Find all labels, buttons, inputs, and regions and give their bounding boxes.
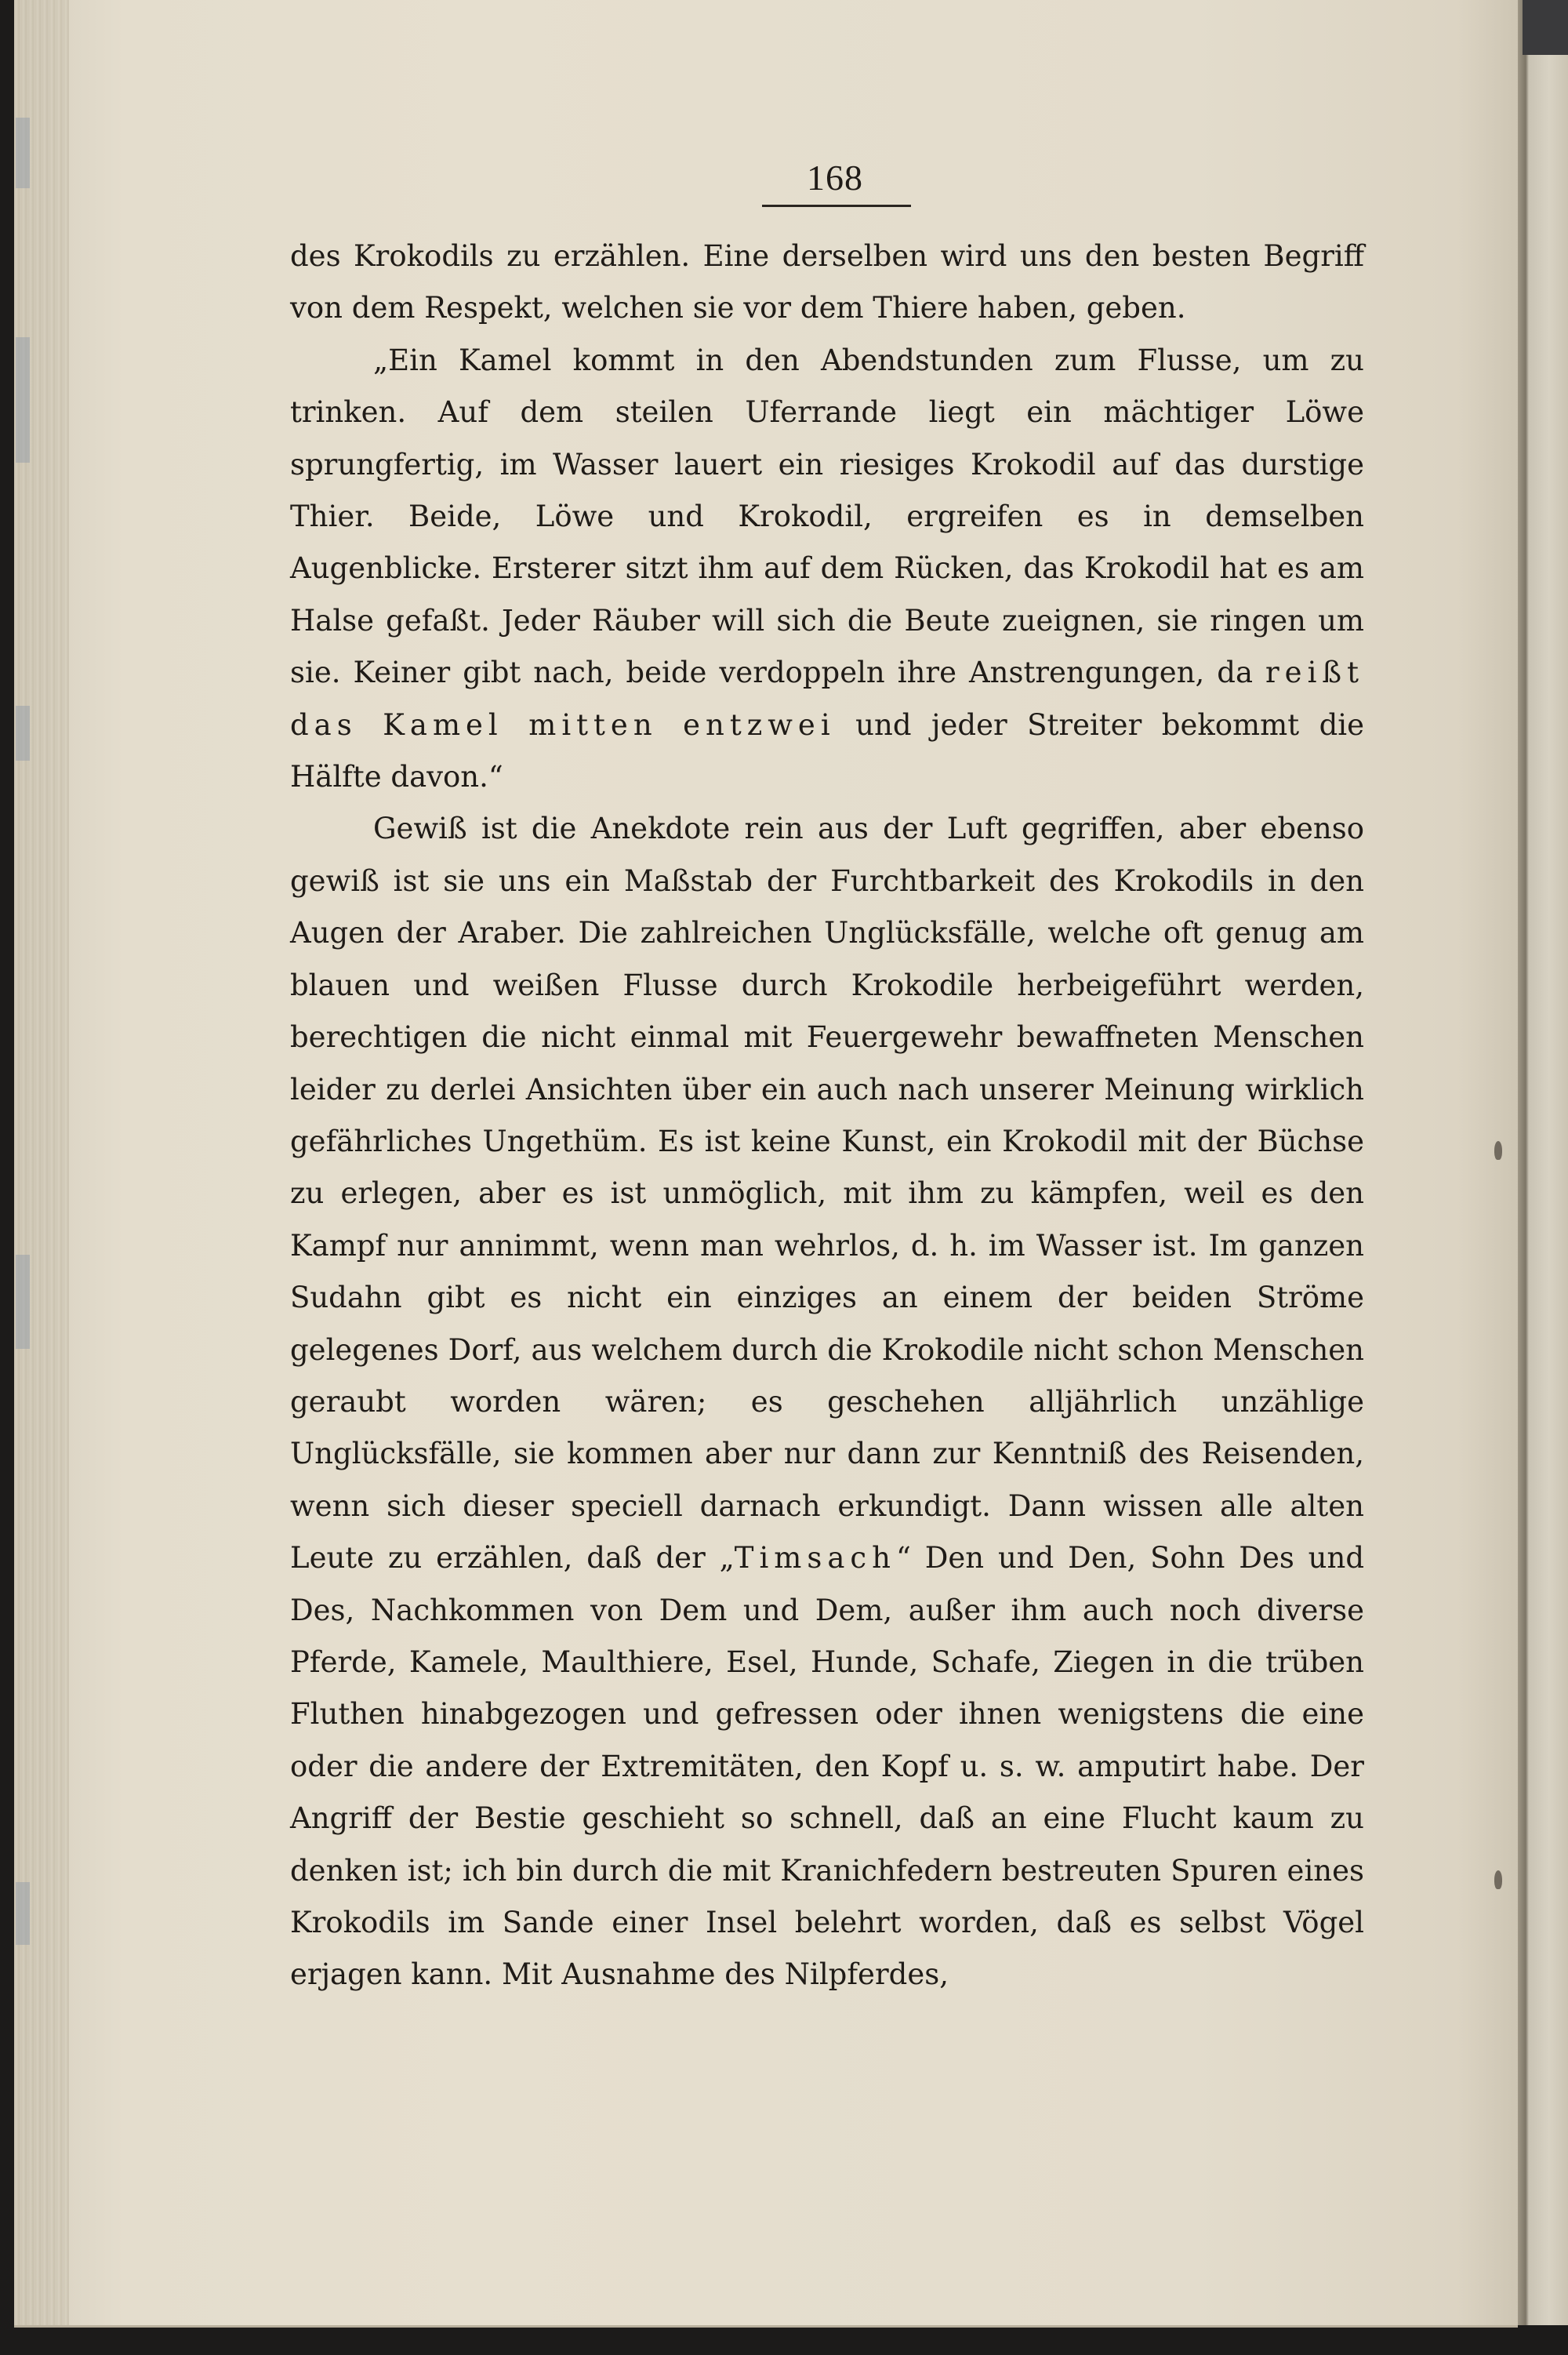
page-number-rule (762, 205, 911, 207)
text-block (290, 157, 1364, 2001)
margin-mark (1494, 1870, 1502, 1889)
gutter-stain (16, 118, 30, 188)
paragraph (290, 803, 1364, 2001)
paragraph-text: “ Den und Den, Sohn Des und Des, Nachkommen von Dem und Dem, außer ihm auch noch diverse Pferde, Kamele, Maulthiere, Esel, Hunde, Schafe, Ziegen in die trüben Fluthen hinabgezogen und gefressen oder ihnen wenigstens die eine oder die andere der Extremitäten, den Kopf u. s. w. amputirt habe. Der Angriff der Bestie geschieht so schnell, daß an eine Flucht kaum zu denken ist; ich bin durch die mit Kranichfedern bestreuten Spuren eines Krokodils im Sande einer Insel belehrt worden, daß es selbst Vögel erjagen kann. Mit Ausnahme des Nilpferdes, (290, 1541, 1365, 1992)
gutter-stain (16, 337, 30, 463)
margin-mark (1494, 1141, 1502, 1160)
paragraph-text: des Krokodils zu erzählen. Eine derselben wird uns den besten Begriff von dem Respekt, welchen sie vor dem Thiere haben, geben. (290, 239, 1364, 325)
gutter-stain (16, 1255, 30, 1349)
paragraph (290, 335, 1364, 804)
body-text (290, 231, 1364, 2001)
paragraph-text: Gewiß ist die Anekdote rein aus der Luft gegriffen, aber ebenso gewiß ist sie uns ein Maßstab der Furchtbarkeit des Krokodils in den Augen der Araber. Die zahlreichen Unglücksfälle, welche oft genug am blauen und weißen Flusse durch Krokodile herbeigeführt werden, berechtigen die nicht einmal mit Feuergewehr bewaffneten Menschen leider zu derlei Ansichten über ein auch nach unserer Meinung wirklich gefährliches Ungethüm. Es ist keine Kunst, ein Krokodil mit der Büchse zu erlegen, aber es ist unmöglich, mit ihm zu kämpfen, weil es den Kampf nur annimmt, wenn man wehrlos, d. h. im Wasser ist. Im ganzen Sudahn gibt es nicht ein einziges an einem der beiden Ströme gelegenes Dorf, aus welchem durch die Krokodile nicht schon Menschen geraubt worden wären; es geschehen alljährlich unzählige Unglücksfälle, sie kommen aber nur dann zur Kenntniß des Reisenden, wenn sich dieser speciell darnach erkundigt. Dann wissen alle alten Leute zu erzählen, daß der „ (290, 812, 1364, 1575)
spaced-text: Timsach (734, 1541, 896, 1575)
gutter-stain (16, 1882, 30, 1945)
spaced-text: reißt das Kamel mitten entzwei (290, 656, 1364, 742)
page-number: 168 (807, 158, 863, 198)
page-edge-shadow (1523, 0, 1568, 55)
page-edge (1518, 0, 1568, 2325)
paragraph (290, 231, 1364, 335)
gutter-stain (16, 706, 30, 761)
paragraph-text: „Ein Kamel kommt in den Abendstunden zum Flusse, um zu trinken. Auf dem steilen Uferrande liegt ein mächtiger Löwe sprungfertig, im Wasser lauert ein riesiges Krokodil auf das durstige Thier. Beide, Löwe und Krokodil, ergreifen es in demselben Augenblicke. Ersterer sitzt ihm auf dem Rücken, das Krokodil hat es am Halse gefaßt. Jeder Räuber will sich die Beute zueignen, sie ringen um sie. Keiner gibt nach, beide verdoppeln ihre Anstrengungen, da (290, 343, 1364, 690)
paragraph-text: und jeder Streiter bekommt die Hälfte davon.“ (290, 707, 1365, 794)
